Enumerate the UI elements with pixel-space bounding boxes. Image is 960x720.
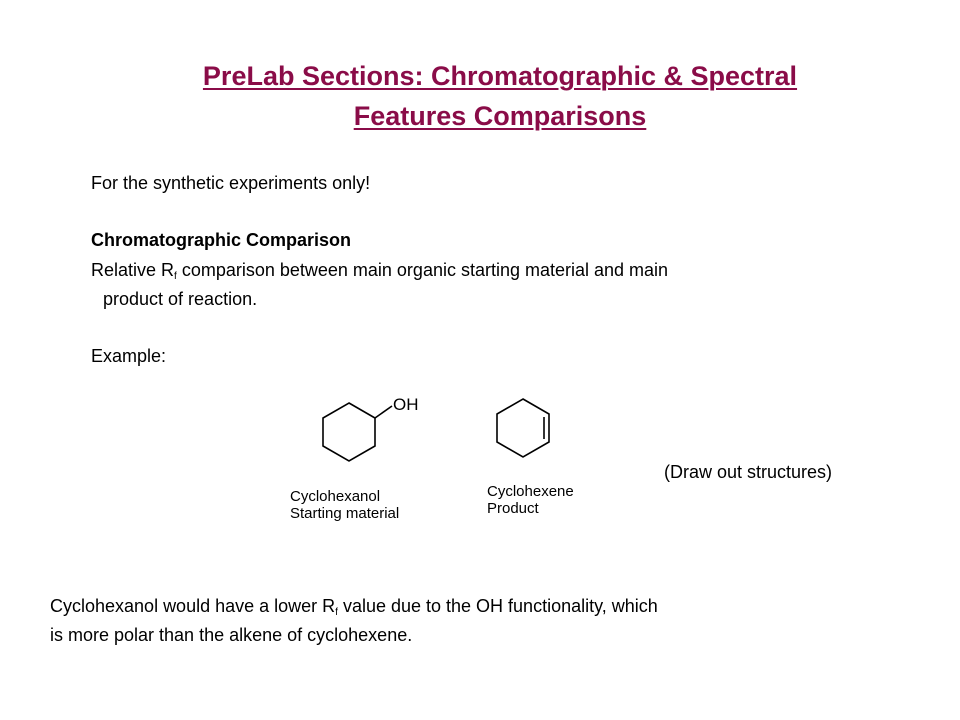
conclusion-subscript: f <box>335 607 338 618</box>
cyclohexanol-role: Starting material <box>290 505 400 522</box>
relative-rf-prefix: Relative R <box>91 260 175 280</box>
section-heading: Chromatographic Comparison <box>91 230 352 250</box>
cyclohexanol-structure <box>323 403 392 461</box>
title-line-1: PreLab Sections: Chromatographic & Spectral <box>202 61 798 91</box>
cyclohexanol-oh-bond <box>375 406 392 418</box>
relative-rf-rest: comparison between main organic starting material and main <box>176 260 669 280</box>
oh-group-label: OH <box>393 395 419 414</box>
draw-structures-note: (Draw out structures) <box>664 462 833 482</box>
cyclohexene-label <box>487 483 574 517</box>
cyclohexene-structure <box>497 399 549 457</box>
cyclohexene-ring <box>497 399 549 457</box>
title-line-2: Features Comparisons <box>353 101 647 131</box>
cyclohexene-role: Product <box>487 500 539 517</box>
conclusion-rest: value due to the OH functionality, which <box>337 596 658 616</box>
intro-text: For the synthetic experiments only! <box>91 173 371 193</box>
conclusion-line-2: is more polar than the alkene of cyclohexene. <box>50 625 413 645</box>
relative-rf-subscript: f <box>174 271 177 282</box>
cyclohexanol-ring <box>323 403 375 461</box>
conclusion-prefix: Cyclohexanol would have a lower R <box>50 596 336 616</box>
cyclohexanol-name: Cyclohexanol <box>290 488 381 505</box>
relative-rf-line-2: product of reaction. <box>103 289 258 309</box>
conclusion-line-1 <box>50 595 658 617</box>
cyclohexene-name: Cyclohexene <box>487 483 574 500</box>
example-label: Example: <box>91 346 167 366</box>
cyclohexanol-label <box>290 488 399 522</box>
